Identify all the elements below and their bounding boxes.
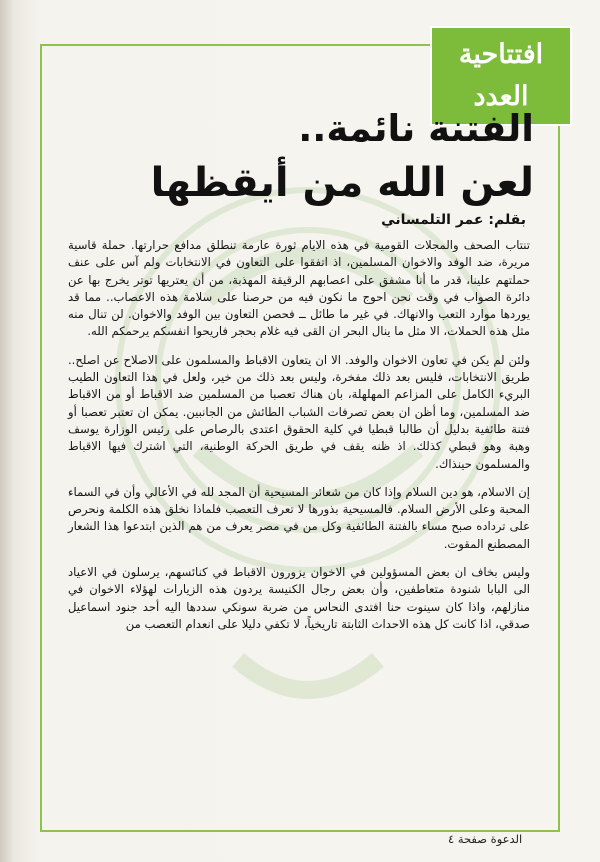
- headline-line-2: لعن الله من أيقظها: [150, 160, 534, 206]
- paragraph-4: وليس بخاف ان بعض المسؤولين في الاخوان يزورون الاقباط في كنائسهم، يرسلون في الاعياد الى البابا شنودة متعاطفين، وأن بعض رجال الكنيسة يردون هذه الزيارات لهؤلاء الاخوان في منازلهم، واذا كان سينوت حنا افتدى النحاس من ضربة سونكي سددها اليه أحد جنود اسماعيل صدقي، اذا كانت كل هذه الاحداث الثابتة تاريخياً، لا تكفي دليلا على انعدام التعصب من: [68, 565, 530, 631]
- paragraph-1: تنتاب الصحف والمجلات القومية في هذه الايام ثورة عارمة تنطلق مدافع حرارتها. حملة قاسية مريرة، ضد الوفد والاخوان المسلمين، اذ اتفقوا على التعاون في الانتخابات ولم آس على عنف حملتهم علينا، قدر ما أنا مشفق على اعصابهم الرقيقة المهذبة، من أن يعتريها توتر يخرج بها عن دائرة الصواب في وقت نحن احوج ما نكون فيه من حرصنا على سلامة هذه الاعصاب.. مما قد يوردها موارد التعب والانهاك. في غير ما طائل ــ فحصن التعاون بين الوفد والاخوان. لن تنال منه مثل هذه الحملات، الا مثل ما ينال البحر ان القى فيه غلام بحجر فاريحوا انفسكم يرحمكم الله.: [68, 238, 530, 339]
- headline-line-1: الفتنة نائمة..: [298, 107, 534, 150]
- badge-line-2: العدد: [473, 81, 529, 112]
- byline: بقلم: عمر التلمساني: [381, 212, 526, 228]
- paragraph-2: ولئن لم يكن في تعاون الاخوان والوفد. الا ان يتعاون الاقباط والمسلمون على الاصلاح عن اصلح.. طريق الانتخابات، فليس بعد ذلك مفخرة، وليس بعد ذلك من خير، ولعل في هذا التعاون الطيب البريء الكامل على المزاعم المهلهلة، بان هناك تعصبا من المسلمين ضد الاقباط أو من الاقباط ضد المسلمين، وما أظن ان بعض تصرفات الشباب الطائش من الجانبين. يمكن ان تعتبر تعصبا أو فتنة طائفية بدليل أن طالبا قبطيا في كلية الحقوق اعتدى بالرصاص على رئيس الوزارة يوسف وهبة وهو قبطي كذلك. اذ ظنه يقف في طريق الحركة الوطنية، التي اشترك فيها الاقباط والمسلمون حينذاك.: [68, 352, 530, 471]
- page-footer: الدعوة صفحة ٤: [448, 832, 523, 846]
- paragraph-3: إن الاسلام، هو دين السلام وإذا كان من شعائر المسيحية أن المجد لله في الأعالي وأن في السماء المحبة وعلى الأرض السلام. فالمسيحية بذورها لا تعرف التعصب فلماذا نخلق هذه الكلمة ونحرص على ترداده صبح مساء بالفتنة الطائفية وكل من في مصر يعرف من هم الذين ابتدعوا هذا الشعار المصطنع المقوت.: [68, 484, 530, 551]
- badge-line-1: افتتاحية: [458, 39, 544, 70]
- article-body: [68, 237, 530, 633]
